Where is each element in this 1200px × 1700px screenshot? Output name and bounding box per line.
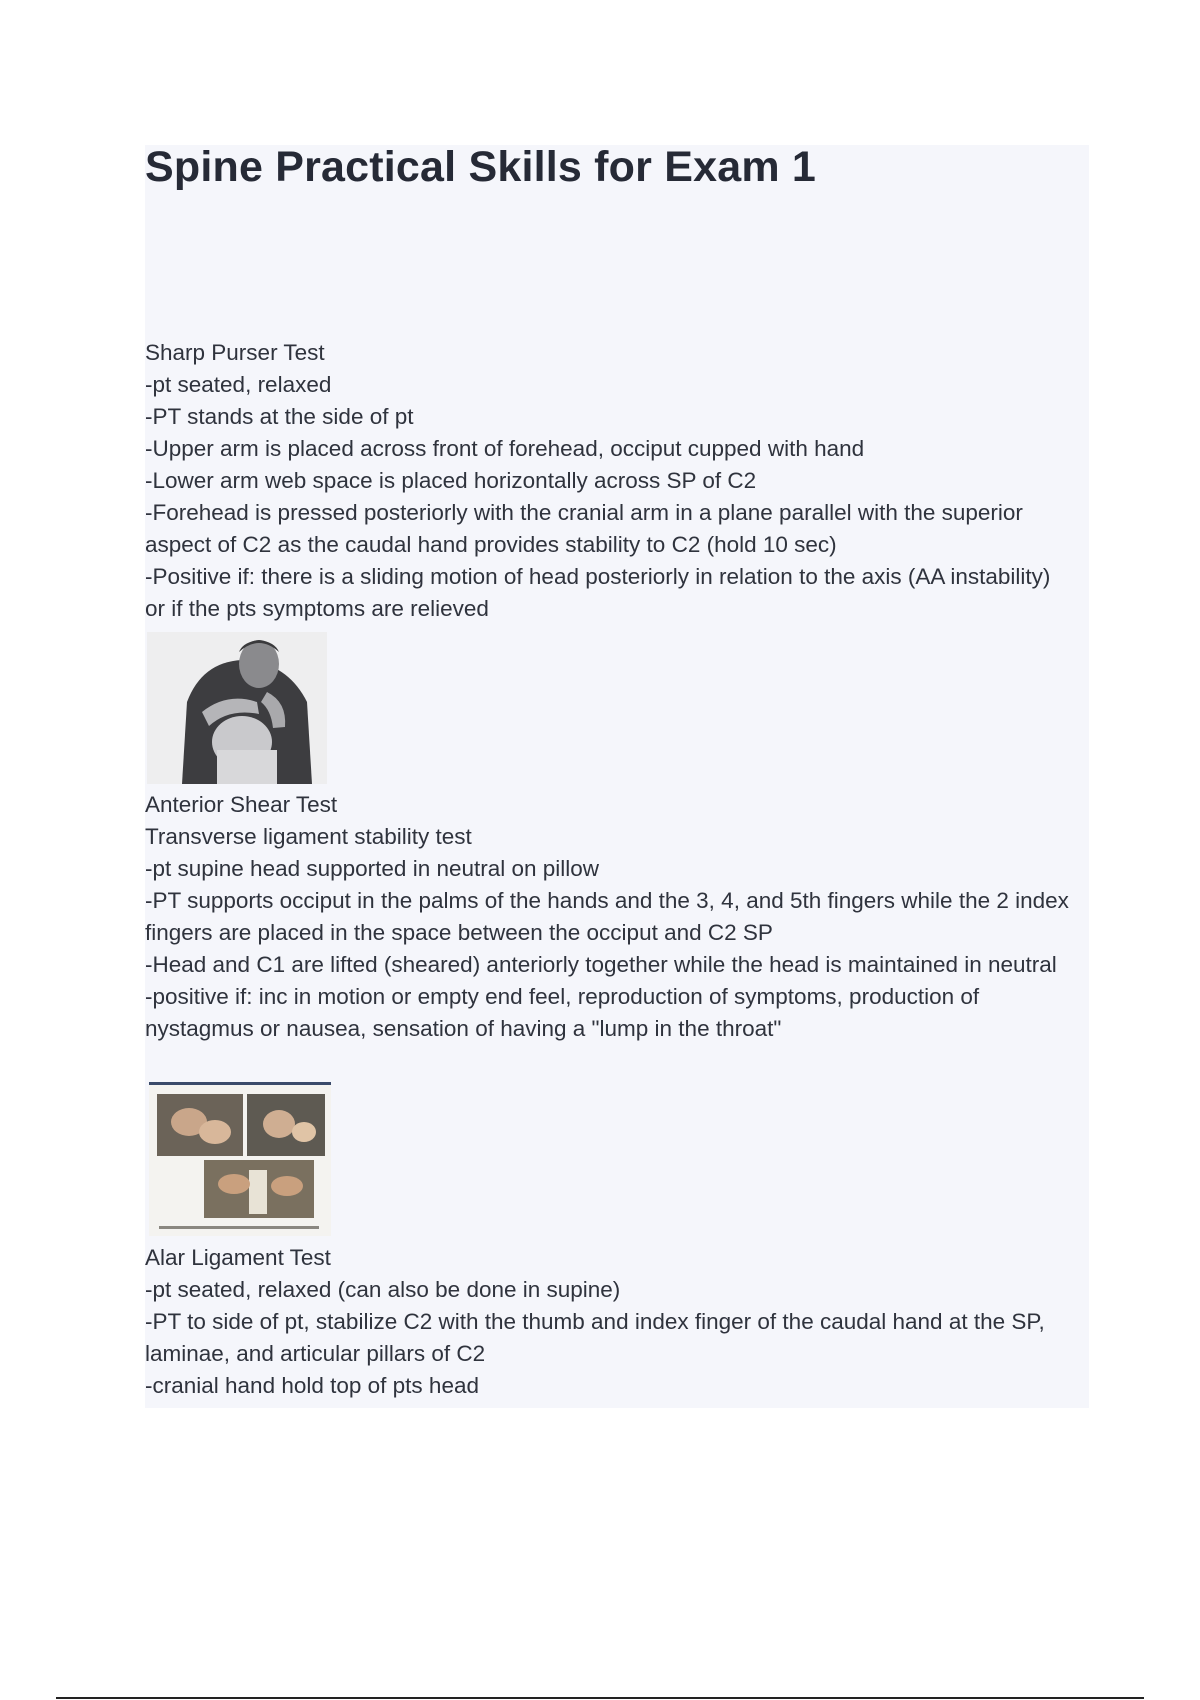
step-line: -Lower arm web space is placed horizontally across SP of C2 <box>145 468 757 493</box>
sharp-purser-photo <box>147 632 327 784</box>
step-line: Transverse ligament stability test <box>145 824 472 849</box>
page-title: Spine Practical Skills for Exam 1 <box>145 143 817 191</box>
step-line: -PT supports occiput in the palms of the hands and the 3, 4, and 5th fingers while the 2 index fingers are placed in the space between the occiput and C2 SP <box>145 888 1069 945</box>
step-line: -Upper arm is placed across front of forehead, occiput cupped with hand <box>145 436 865 461</box>
page-divider <box>56 1697 1144 1699</box>
step-line: -pt supine head supported in neutral on pillow <box>145 856 600 881</box>
section-alar-ligament <box>145 1242 1075 1402</box>
step-line: -pt seated, relaxed <box>145 372 332 397</box>
step-line: -pt seated, relaxed (can also be done in supine) <box>145 1277 621 1302</box>
section-heading: Sharp Purser Test <box>145 340 325 365</box>
section-anterior-shear <box>145 789 1075 1045</box>
section-heading: Anterior Shear Test <box>145 792 338 817</box>
step-line: -PT to side of pt, stabilize C2 with the thumb and index finger of the caudal hand at the SP, laminae, and articular pillars of C2 <box>145 1309 1045 1366</box>
step-line: -Head and C1 are lifted (sheared) anteriorly together while the head is maintained in neutral <box>145 952 1057 977</box>
step-line: -Positive if: there is a sliding motion of head posteriorly in relation to the axis (AA instability) or if the pts symptoms are relieved <box>145 564 1051 621</box>
step-line: -PT stands at the side of pt <box>145 404 414 429</box>
step-line: -positive if: inc in motion or empty end feel, reproduction of symptoms, production of nystagmus or nausea, sensation of having a "lump in the throat" <box>145 984 980 1041</box>
section-sharp-purser <box>145 337 1075 625</box>
section-heading: Alar Ligament Test <box>145 1245 331 1270</box>
step-line: -cranial hand hold top of pts head <box>145 1373 479 1398</box>
anterior-shear-photo <box>149 1082 331 1236</box>
step-line: -Forehead is pressed posteriorly with the cranial arm in a plane parallel with the superior aspect of C2 as the caudal hand provides stability to C2 (hold 10 sec) <box>145 500 1023 557</box>
